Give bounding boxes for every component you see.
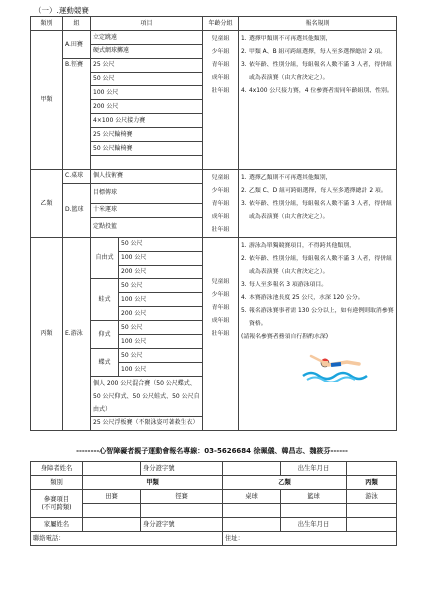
event-item: 100 公尺	[119, 251, 203, 265]
age-group: 成年組	[211, 74, 230, 81]
age-group: 少年組	[211, 187, 230, 194]
registration-hotline: --------心智障礙者親子運動會報名專線：03-5626684 徐珮儀、韓昌志、魏筱芬------	[76, 447, 348, 455]
rules-yi	[239, 169, 397, 237]
age-group: 壯年組	[211, 330, 230, 337]
age-group: 兒童組	[211, 174, 230, 181]
rule-item: 3. 每人至多報名 3 項游泳項目。	[241, 281, 328, 288]
header-age-group: 年齡分組	[203, 17, 239, 31]
group-d-basketball: D.籃球	[63, 183, 91, 237]
rule-item: 5. 報名游泳賽事者需 130 公分以上，如有違例則取消參賽資格。	[241, 307, 394, 327]
category-yi-header: 乙類	[223, 476, 347, 490]
event-item: 目標傳球	[91, 183, 203, 203]
swim-style: 蝶式	[91, 348, 119, 376]
swim-style: 仰式	[91, 321, 119, 349]
event-item: 200 公尺	[119, 265, 203, 279]
event-item: 定點投籃	[91, 217, 203, 237]
age-group: 壯年組	[211, 87, 230, 94]
family-name-field[interactable]	[83, 518, 141, 532]
swim-style: 自由式	[91, 237, 119, 279]
event-item: 100 公尺	[91, 86, 203, 100]
category-bing-header: 丙類	[347, 476, 397, 490]
age-groups-yi	[203, 169, 239, 237]
event-item: 200 公尺	[119, 307, 203, 321]
event-item: 100 公尺	[119, 335, 203, 349]
family-id-field[interactable]	[223, 518, 281, 532]
rule-item: 3. 依年齡、性別分組，每組報名人數不滿 3 人者，得併組或為表演賽（由大會決定之）。	[241, 200, 392, 220]
option-table-tennis: 桌球	[223, 490, 281, 504]
age-group: 少年組	[211, 291, 230, 298]
rule-item: 2. 甲類 A、B 組可跨組選擇，每人至多選擇總計 2 項。	[241, 48, 387, 55]
rule-item: 3. 依年齡、性別分組，每組報名人數不滿 3 人者，得併組或為表演賽（由大會決定之）。	[241, 61, 392, 81]
event-item-kickboard: 25 公尺浮板賽（不限泳姿可著救生衣）	[91, 416, 203, 430]
header-rules: 報名規則	[239, 17, 397, 31]
rules-bing	[239, 237, 397, 430]
track-events-entry[interactable]	[141, 504, 223, 518]
rule-item: 2. 依年齡、性別分組，每組報名人數不滿 3 人者，得併組或為表演賽（由大會決定之）。	[241, 255, 392, 275]
label-category: 類別	[31, 476, 83, 490]
phone-field[interactable]	[31, 532, 223, 546]
event-item: 硬式網球擲遠	[91, 44, 203, 58]
category-bing: 丙類	[31, 237, 63, 430]
applicant-name-field[interactable]	[83, 462, 141, 476]
age-group: 成年組	[211, 213, 230, 220]
option-track-events: 徑賽	[141, 490, 223, 504]
event-item: 50 公尺	[119, 279, 203, 293]
age-group: 青年組	[211, 200, 230, 207]
group-e-swim: E.游泳	[63, 237, 91, 430]
event-item: 立定跳遠	[91, 30, 203, 44]
rule-item: 4. 4x100 公尺接力賽，4 位參賽者需同年齡組別、性別。	[241, 87, 393, 94]
event-item-medley: 個人 200 公尺混合賽（50 公尺蝶式、50 公尺仰式、50 公尺蛙式、50 公尺自由式）	[91, 376, 203, 416]
label-entry-items: 參賽項目 (不可跨類)	[31, 490, 83, 518]
events-table	[30, 16, 397, 431]
swim-style: 蛙式	[91, 279, 119, 321]
age-group: 兒童組	[211, 35, 230, 42]
category-yi: 乙類	[31, 169, 63, 237]
header-group: 組	[63, 17, 91, 31]
label-family-id: 身分證字號	[141, 518, 223, 532]
event-item: 50 公尺輪椅賽	[91, 142, 203, 156]
registration-form	[30, 461, 397, 546]
section-title: （一）.運動競賽	[34, 6, 89, 15]
age-group: 兒童組	[211, 278, 230, 285]
event-item: 十米運球	[91, 203, 203, 217]
age-group: 成年組	[211, 317, 230, 324]
option-swim: 游泳	[347, 490, 397, 504]
age-group: 壯年組	[211, 226, 230, 233]
event-item: 25 公尺	[91, 58, 203, 72]
event-item: 50 公尺	[91, 72, 203, 86]
label-applicant-name: 身障者姓名	[31, 462, 83, 476]
option-basketball: 籃球	[281, 490, 347, 504]
category-jia-header: 甲類	[83, 476, 223, 490]
label-id-number: 身分證字號	[141, 462, 223, 476]
family-birth-date-field[interactable]	[347, 518, 397, 532]
birth-date-field[interactable]	[347, 462, 397, 476]
event-item: 25 公尺輪椅賽	[91, 128, 203, 142]
label-birth-date: 出生年月日	[281, 462, 347, 476]
event-item: 100 公尺	[119, 362, 203, 376]
event-item: 50 公尺	[119, 237, 203, 251]
label-family-birth-date: 出生年月日	[281, 518, 347, 532]
age-groups-bing	[203, 237, 239, 430]
group-a-field: A.田賽	[63, 30, 91, 58]
age-groups-jia	[203, 30, 239, 169]
rule-item: 1. 選擇乙類則不可再選其他類別，	[241, 174, 332, 181]
label-family-name: 家屬姓名	[31, 518, 83, 532]
group-c-table-tennis: C.桌球	[63, 169, 91, 183]
rule-item: 1. 選擇甲類則不可再選其他類別，	[241, 35, 332, 42]
event-item: 100 公尺	[119, 293, 203, 307]
event-item: 50 公尺	[119, 321, 203, 335]
label-phone: 聯絡電話：	[33, 534, 65, 542]
group-b-track: B.徑賽	[63, 58, 91, 169]
field-events-entry[interactable]	[83, 504, 141, 518]
table-tennis-entry[interactable]	[223, 504, 281, 518]
age-group: 青年組	[211, 304, 230, 311]
label-address: 住址：	[225, 534, 244, 542]
swim-note: (請報名參賽者務須自行斟酌水深)	[241, 333, 329, 340]
option-field-events: 田賽	[83, 490, 141, 504]
address-field[interactable]	[223, 532, 397, 546]
swimmer-icon	[301, 350, 394, 388]
rule-item: 1. 游泳為單獨競賽項目，不得跨其他類別，	[241, 242, 356, 249]
id-number-field[interactable]	[223, 462, 281, 476]
rules-jia	[239, 30, 397, 169]
age-group: 少年組	[211, 48, 230, 55]
rule-item: 4. 本賽游泳池長度 25 公尺，水深 120 公分。	[241, 294, 364, 301]
age-group: 青年組	[211, 61, 230, 68]
event-item: 50 公尺	[119, 348, 203, 362]
event-item: 個人技術賽	[91, 169, 203, 183]
swim-entry[interactable]	[347, 504, 397, 518]
category-jia: 甲類	[31, 30, 63, 169]
basketball-entry[interactable]	[281, 504, 347, 518]
rule-item: 2. 乙類 C、D 組可跨組選擇，每人至多選擇總計 2 項。	[241, 187, 387, 194]
header-item: 項目	[91, 17, 203, 31]
event-item: 200 公尺	[91, 100, 203, 114]
header-category: 類別	[31, 17, 63, 31]
event-item: 4×100 公尺接力賽	[91, 114, 203, 128]
